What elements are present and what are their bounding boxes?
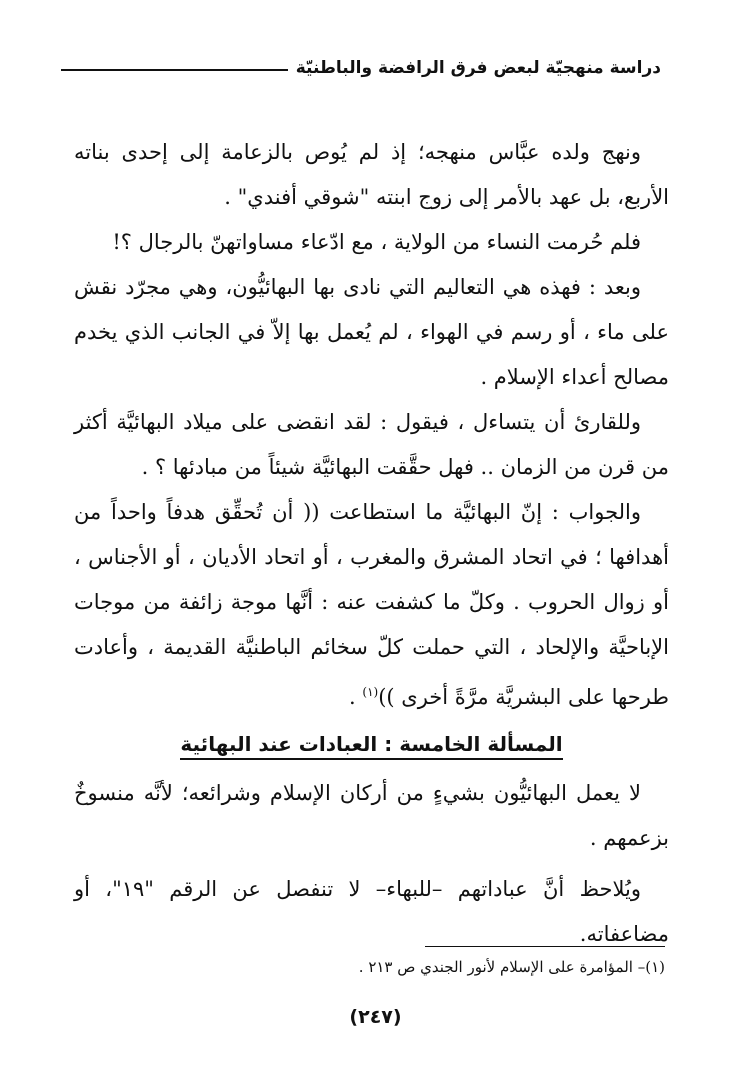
footnote: (١)– المؤامرة على الإسلام لأنور الجندي ص ٢١٣ . xyxy=(358,958,665,976)
paragraph-7: ويُلاحظ أنَّ عباداتهم –للبهاء– لا تنفصل عن الرقم "١٩"، أو مضاعفاته. xyxy=(74,877,669,946)
paragraph-5 xyxy=(74,490,669,720)
paragraph-5-end: . xyxy=(349,685,363,709)
section-heading xyxy=(74,722,669,767)
body-text xyxy=(74,130,669,957)
paragraph-1: ونهج ولده عبَّاس منهجه؛ إذ لم يُوص بالزعامة إلى إحدى بناته الأربع، بل عهد بالأمر إلى زوج ابنته "شوقي أفندي" . xyxy=(74,140,669,209)
paragraph-2: فلم حُرمت النساء من الولاية ، مع ادّعاء مساواتهنّ بالرجال ؟! xyxy=(112,230,641,254)
running-header-title: دراسة منهجيّة لبعض فرق الرافضة والباطنيّة xyxy=(295,58,661,78)
paragraph-6: لا يعمل البهائيُّون بشيءٍ من أركان الإسلام وشرائعه؛ لأنَّه منسوخٌ بزعمهم . xyxy=(74,781,669,850)
section-heading-text: المسألة الخامسة : العبادات عند البهائية xyxy=(180,732,562,760)
footnote-divider xyxy=(425,946,665,947)
header-rule xyxy=(61,69,288,71)
paragraph-3: وبعد : فهذه هي التعاليم التي نادى بها البهائيُّون، وهي مجرّد نقش على ماء ، أو رسم في الهواء ، لم يُعمل بها إلاّ في الجانب الذي يخدم مصالح أعداء الإسلام . xyxy=(74,275,669,389)
page-number: (٢٤٧) xyxy=(349,1006,402,1028)
footnote-reference[interactable]: (١) xyxy=(362,685,379,699)
running-header xyxy=(61,58,661,78)
paragraph-4: وللقارئ أن يتساءل ، فيقول : لقد انقضى على ميلاد البهائيَّة أكثر من قرن من الزمان .. فهل حقَّقت البهائيَّة شيئاً من مبادئها ؟ . xyxy=(74,410,669,479)
paragraph-5-text: والجواب : إنّ البهائيَّة ما استطاعت (( أن تُحقِّق هدفاً واحداً من أهدافها ؛ في اتحاد المشرق والمغرب ، أو اتحاد الأديان ، أو الأجناس ، أو زوال الحروب . وكلّ ما كشفت عنه : أنَّها موجة زائفة من موجات الإباحيَّة والإلحاد ، التي حملت كلّ سخائم الباطنيَّة القديمة ، وأعادت طرحها على البشريَّة مرَّةً أخرى )) xyxy=(74,500,669,709)
